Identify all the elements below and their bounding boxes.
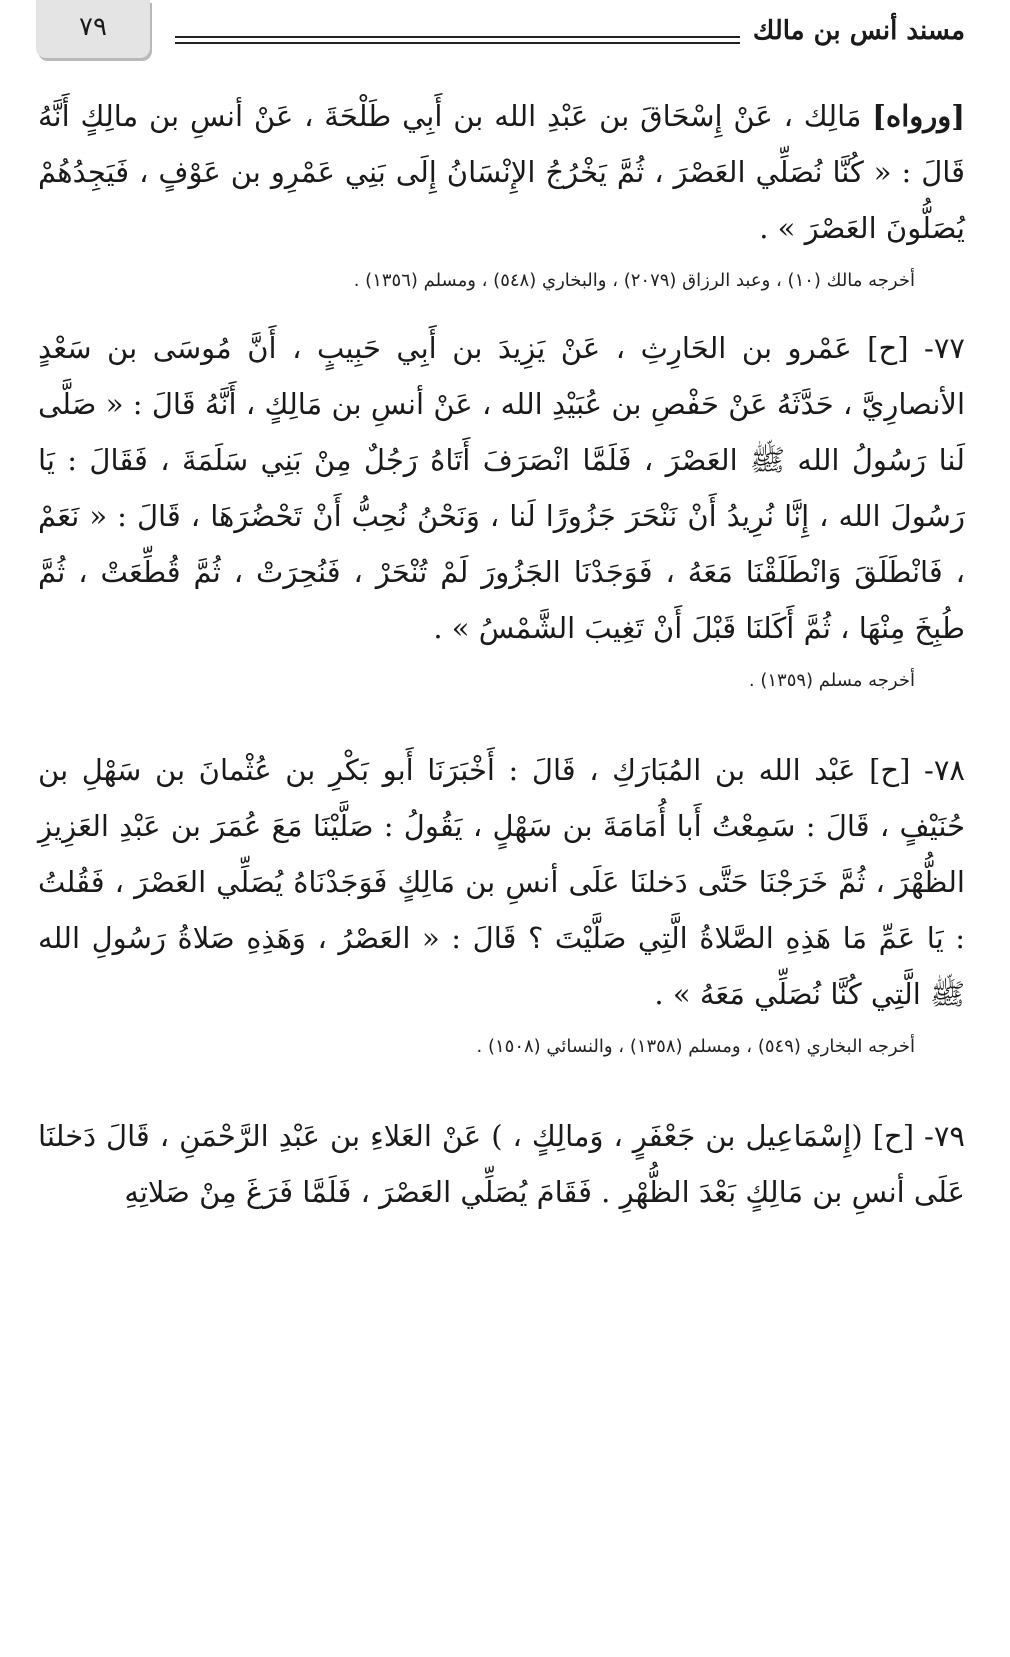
- hadith-source: أخرجه البخاري (٥٤٩) ، ومسلم (١٣٥٨) ، والنسائي (١٥٠٨) .: [476, 1036, 915, 1057]
- hadith-paragraph: [38, 320, 965, 656]
- hadith-paragraph: [38, 1108, 965, 1220]
- hadith-lead: ٧٨- [ح]: [869, 753, 965, 787]
- hadith-lead: [ورواه]: [872, 99, 965, 133]
- page-number: ٧٩: [79, 12, 107, 42]
- hadith-text: عَمْرو بن الحَارِثِ ، عَنْ يَزِيدَ بن أَبِي حَبِيبٍ ، أَنَّ مُوسَى بن سَعْدٍ الأنصارِيَّ ، حَدَّثَهُ عَنْ حَفْصِ بن عُبَيْدِ الله ، عَنْ أنسِ بن مَالِكٍ ، أَنَّهُ قَالَ : « صَلَّى لَنا رَسُولُ الله ﷺ العَصْرَ ، فَلَمَّا انْصَرَفَ أَتَاهُ رَجُلٌ مِنْ بَنِي سَلَمَةَ ، فَقَالَ : يَا رَسُولَ الله ، إِنَّا نُرِيدُ أَنْ نَنْحَرَ جَزُورًا لَنا ، وَنَحْنُ نُحِبُّ أَنْ تَحْضُرَهَا ، قَالَ : « نَعَمْ ، فَانْطَلَقَ وَانْطَلَقْنَا مَعَهُ ، فَوَجَدْنَا الجَزُورَ لَمْ تُنْحَرْ ، فَنُحِرَتْ ، ثُمَّ قُطِّعَتْ ، ثُمَّ طُبِخَ مِنْهَا ، ثُمَّ أَكَلنَا قَبْلَ أَنْ تَغِيبَ الشَّمْسُ » .: [38, 331, 965, 645]
- hadith-paragraph: [38, 88, 965, 256]
- page-number-tab: [36, 0, 150, 58]
- running-title: مسند أنس بن مالك: [752, 16, 965, 46]
- hadith-text: عَبْد الله بن المُبَارَكِ ، قَالَ : أَخْبَرَنَا أَبو بَكْرِ بن عُثْمانَ بن سَهْلِ بن حُنَيْفٍ ، قَالَ : سَمِعْتُ أَبا أُمَامَةَ بن سَهْلٍ ، يَقُولُ : صَلَّيْنَا مَعَ عُمَرَ بن عَبْدِ العَزِيزِ الظُّهْرَ ، ثُمَّ خَرَجْنَا حَتَّى دَخلنَا عَلَى أنسِ بن مَالِكٍ فَوَجَدْنَاهُ يُصَلِّي العَصْرَ ، فَقُلتُ : يَا عَمِّ مَا هَذِهِ الصَّلاةُ الَّتِي صَلَّيْتَ ؟ قَالَ : « العَصْرُ ، وَهَذِهِ صَلاةُ رَسُولِ الله ﷺ الَّتِي كُنَّا نُصَلِّي مَعَهُ » .: [38, 753, 965, 1011]
- hadith-source: أخرجه مسلم (١٣٥٩) .: [748, 670, 915, 691]
- hadith-paragraph: [38, 742, 965, 1022]
- hadith-source: أخرجه مالك (١٠) ، وعبد الرزاق (٢٠٧٩) ، والبخاري (٥٤٨) ، ومسلم (١٣٥٦) .: [353, 270, 915, 291]
- hadith-text: مَالِك ، عَنْ إِسْحَاقَ بن عَبْدِ الله بن أَبِي طَلْحَةَ ، عَنْ أنسِ بن مالِكٍ أَنَّهُ قَالَ : « كُنَّا نُصَلِّي العَصْرَ ، ثُمَّ يَخْرُجُ الإِنْسَانُ إِلَى بَنِي عَمْرِو بن عَوْفٍ ، فَيَجِدُهُمْ يُصَلُّونَ العَصْرَ » .: [38, 99, 965, 245]
- page-header: [0, 0, 1010, 70]
- hadith-lead: ٧٧- [ح]: [867, 331, 965, 365]
- page-body: [38, 88, 965, 1220]
- header-rule: [175, 36, 740, 38]
- spacer: [38, 1062, 965, 1108]
- header-rule: [175, 42, 740, 44]
- hadith-text: (إِسْمَاعِيل بن جَعْفَرٍ ، وَمالِكٍ ، ) عَنْ العَلاءِ بن عَبْدِ الرَّحْمَنِ ، قَالَ دَخلنَا عَلَى أنسِ بن مَالِكٍ بَعْدَ الظُّهْرِ . فَقَامَ يُصَلِّي العَصْرَ ، فَلَمَّا فَرَغَ مِنْ صَلاتِهِ: [38, 1119, 965, 1209]
- spacer: [38, 696, 965, 742]
- hadith-lead: ٧٩- [ح]: [872, 1119, 965, 1153]
- spacer: [38, 296, 965, 320]
